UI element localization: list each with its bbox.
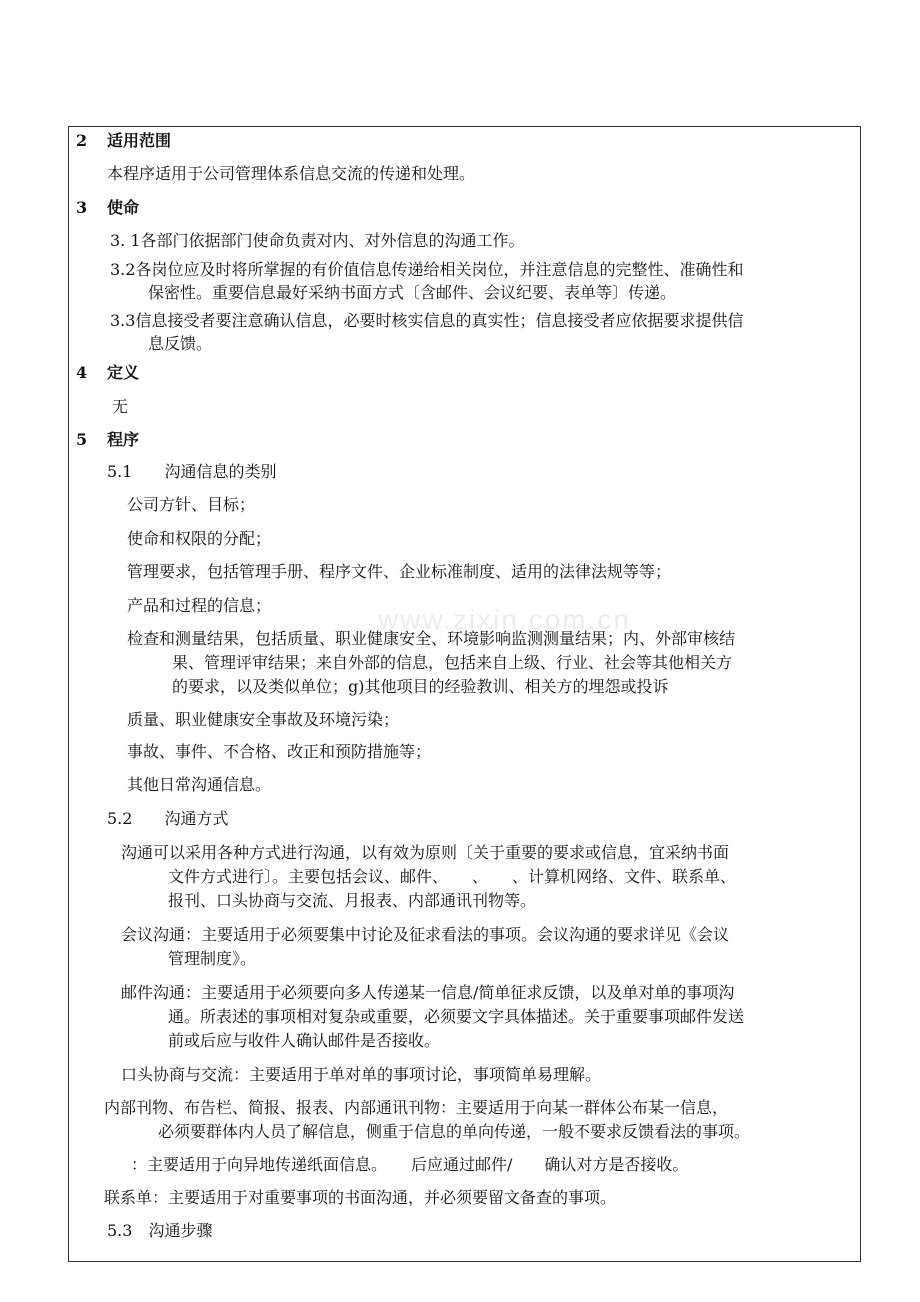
- paragraph-line: 口头协商与交流：主要适用于单对单的事项讨论，事项简单易理解。: [121, 1065, 602, 1084]
- watermark: www.zixin.com.cn: [378, 604, 631, 635]
- list-item: 质量、职业健康安全事故及环境污染；: [127, 710, 400, 729]
- list-item: 公司方针、目标；: [127, 495, 256, 514]
- section-4-title: 定义: [107, 363, 140, 382]
- subsection-5-2-heading: 5.2 沟通方式: [107, 809, 229, 828]
- section-2-body: 本程序适用于公司管理体系信息交流的传递和处理。: [107, 164, 476, 183]
- paragraph-line: 联系单：主要适用于对重要事项的书面沟通，并必须要留文备查的事项。: [104, 1188, 617, 1207]
- section-4-number: 4: [76, 363, 88, 382]
- list-item: 事故、事件、不合格、改正和预防措施等；: [127, 742, 432, 761]
- list-item: 其他日常沟通信息。: [127, 775, 272, 794]
- paragraph-line: 管理制度》。: [168, 949, 257, 968]
- paragraph-line: 文件方式进行〕。主要包括会议、邮件、 、 、计算机网络、文件、联系单、: [168, 867, 737, 886]
- section-3-item: 3.2各岗位应及时将所掌握的有价值信息传递给相关岗位，并注意信息的完整性、准确性和: [110, 260, 744, 279]
- section-3-title: 使命: [107, 198, 140, 217]
- paragraph-line: 内部刊物、布告栏、简报、报表、内部通讯刊物：主要适用于向某一群体公布某一信息，: [104, 1098, 729, 1117]
- list-item: 果、管理评审结果；来自外部的信息，包括来自上级、行业、社会等其他相关方: [172, 653, 733, 672]
- list-item: 管理要求，包括管理手册、程序文件、企业标准制度、适用的法律法规等等；: [127, 562, 672, 581]
- list-item: 使命和权限的分配；: [127, 529, 272, 548]
- paragraph-line: 邮件沟通：主要适用于必须要向多人传递某一信息/简单征求反馈，以及单对单的事项沟: [121, 983, 735, 1002]
- list-item: 检查和测量结果，包括质量、职业健康安全、环境影响监测测量结果；内、外部审核结: [127, 629, 736, 648]
- list-item: 产品和过程的信息；: [127, 596, 272, 615]
- section-3-item: 保密性。重要信息最好采纳书面方式〔含邮件、会议纪要、表单等〕传递。: [148, 283, 677, 302]
- paragraph-line: 通。所表述的事项相对复杂或重要，必须要文字具体描述。关于重要事项邮件发送: [168, 1007, 745, 1026]
- paragraph-line: 沟通可以采用各种方式进行沟通，以有效为原则〔关于重要的要求或信息，宜采纳书面: [121, 843, 730, 862]
- section-5-number: 5: [76, 430, 88, 449]
- subsection-5-1-heading: 5.1 沟通信息的类别: [107, 462, 277, 481]
- section-3-item: 息反馈。: [148, 334, 213, 353]
- section-3-item: 3. 1各部门依据部门使命负责对内、对外信息的沟通工作。: [110, 231, 525, 250]
- list-item: 的要求，以及类似单位；g)其他项目的经验教训、相关方的埋怨或投诉: [172, 677, 669, 696]
- paragraph-line: 会议沟通：主要适用于必须要集中讨论及征求看法的事项。会议沟通的要求详见《会议: [121, 925, 730, 944]
- subsection-5-3-heading: 5.3 沟通步骤: [107, 1221, 213, 1240]
- section-2-number: 2: [76, 131, 88, 150]
- section-4-body: 无: [112, 397, 129, 416]
- section-3-item: 3.3信息接受者要注意确认信息，必要时核实信息的真实性；信息接受者应依据要求提供信: [110, 311, 744, 330]
- paragraph-line: 报刊、口头协商与交流、月报表、内部通讯刊物等。: [168, 891, 537, 910]
- paragraph-line: ：主要适用于向异地传递纸面信息。 后应通过邮件/ 确认对方是否接收。: [131, 1155, 689, 1174]
- section-3-number: 3: [76, 198, 88, 217]
- section-2-title: 适用范围: [107, 131, 172, 150]
- paragraph-line: 必须要群体内人员了解信息，侧重于信息的单向传递，一般不要求反馈看法的事项。: [158, 1122, 751, 1141]
- section-5-title: 程序: [107, 430, 140, 449]
- paragraph-line: 前或后应与收件人确认邮件是否接收。: [168, 1031, 441, 1050]
